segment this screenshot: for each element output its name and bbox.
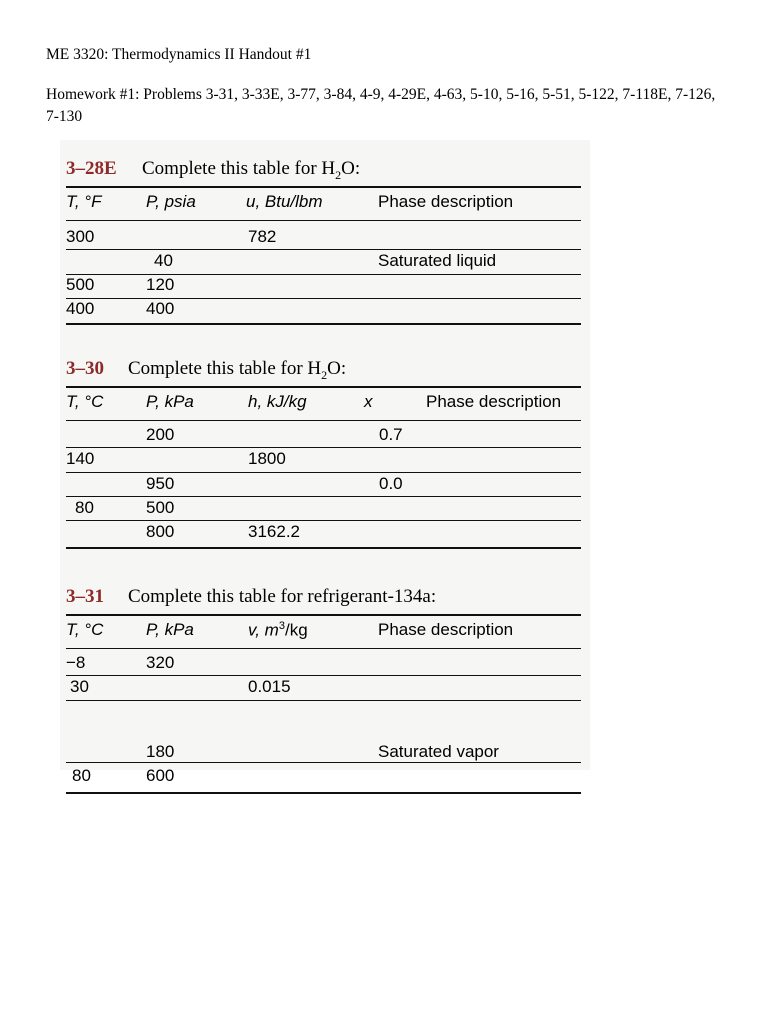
header-pressure: P, kPa — [146, 392, 194, 411]
problem-3-28e — [66, 150, 581, 326]
header-phase: Phase description — [378, 620, 514, 639]
header-phase: Phase description — [378, 192, 514, 211]
table-cell: 1800 — [248, 449, 286, 468]
problem-number: 3–28E — [66, 158, 117, 179]
header-temperature: T, °C — [66, 392, 104, 411]
problem-prompt: Complete this table for $H_2O$: — [142, 158, 361, 182]
problem-heading — [66, 350, 581, 386]
table-cell: 30 — [70, 677, 89, 696]
table-cell: 0.015 — [248, 677, 291, 696]
table-cell: 80 — [75, 498, 94, 517]
table-3-31 — [66, 614, 581, 785]
header-internal-energy: u, Btu/lbm — [246, 192, 323, 211]
table-cell: 500 — [66, 275, 95, 294]
header-temperature: T, °C — [66, 620, 104, 639]
table-cell: 782 — [248, 227, 277, 246]
table-3-28e — [66, 186, 581, 326]
problem-number: 3–30 — [66, 358, 104, 379]
table-cell: Saturated liquid — [378, 251, 497, 270]
problem-3-31 — [66, 578, 581, 785]
problem-prompt: Complete this table for $H_2O$: — [128, 358, 347, 382]
document-title: ME 3320: Thermodynamics II Handout #1 — [46, 46, 312, 63]
header-phase: Phase description — [426, 392, 562, 411]
table-cell: 200 — [146, 425, 175, 444]
table-cell: 140 — [66, 449, 95, 468]
table-cell: −8 — [66, 653, 86, 672]
header-pressure: P, psia — [146, 192, 196, 211]
header-specific-volume: v, $m^3/kg$ — [248, 620, 308, 640]
table-cell: 950 — [146, 474, 175, 493]
table-cell: 300 — [66, 227, 95, 246]
table-cell: 3162.2 — [248, 522, 300, 541]
header-temperature: T, °F — [66, 192, 102, 211]
problem-heading — [66, 578, 581, 614]
table-3-30 — [66, 386, 581, 556]
problem-heading — [66, 150, 581, 186]
table-cell: 400 — [66, 299, 95, 318]
table-cell: 180 — [146, 742, 175, 761]
table-cell: 120 — [146, 275, 175, 294]
header-enthalpy: h, kJ/kg — [248, 392, 307, 411]
table-cell: 40 — [154, 251, 173, 270]
table-cell: 800 — [146, 522, 175, 541]
header-quality: x — [364, 392, 373, 411]
table-cell: Saturated vapor — [378, 742, 499, 761]
table-cell: 400 — [146, 299, 175, 318]
table-cell: 600 — [146, 766, 175, 785]
table-cell: 0.7 — [379, 425, 403, 444]
homework-line: Homework #1: Problems 3-31, 3-33E, 3-77, 3-84, 4-9, 4-29E, 4-63, 5-10, 5-16, 5-51, 5-122, 7-118E, 7-126, 7-130 — [46, 86, 716, 125]
table-cell: 320 — [146, 653, 175, 672]
problem-3-30 — [66, 350, 581, 556]
problem-prompt: Complete this table for refrigerant-134a: — [128, 586, 437, 607]
table-cell: 0.0 — [379, 474, 403, 493]
table-cell: 80 — [72, 766, 91, 785]
header-pressure: P, kPa — [146, 620, 194, 639]
table-cell: 500 — [146, 498, 175, 517]
problem-number: 3–31 — [66, 586, 104, 607]
